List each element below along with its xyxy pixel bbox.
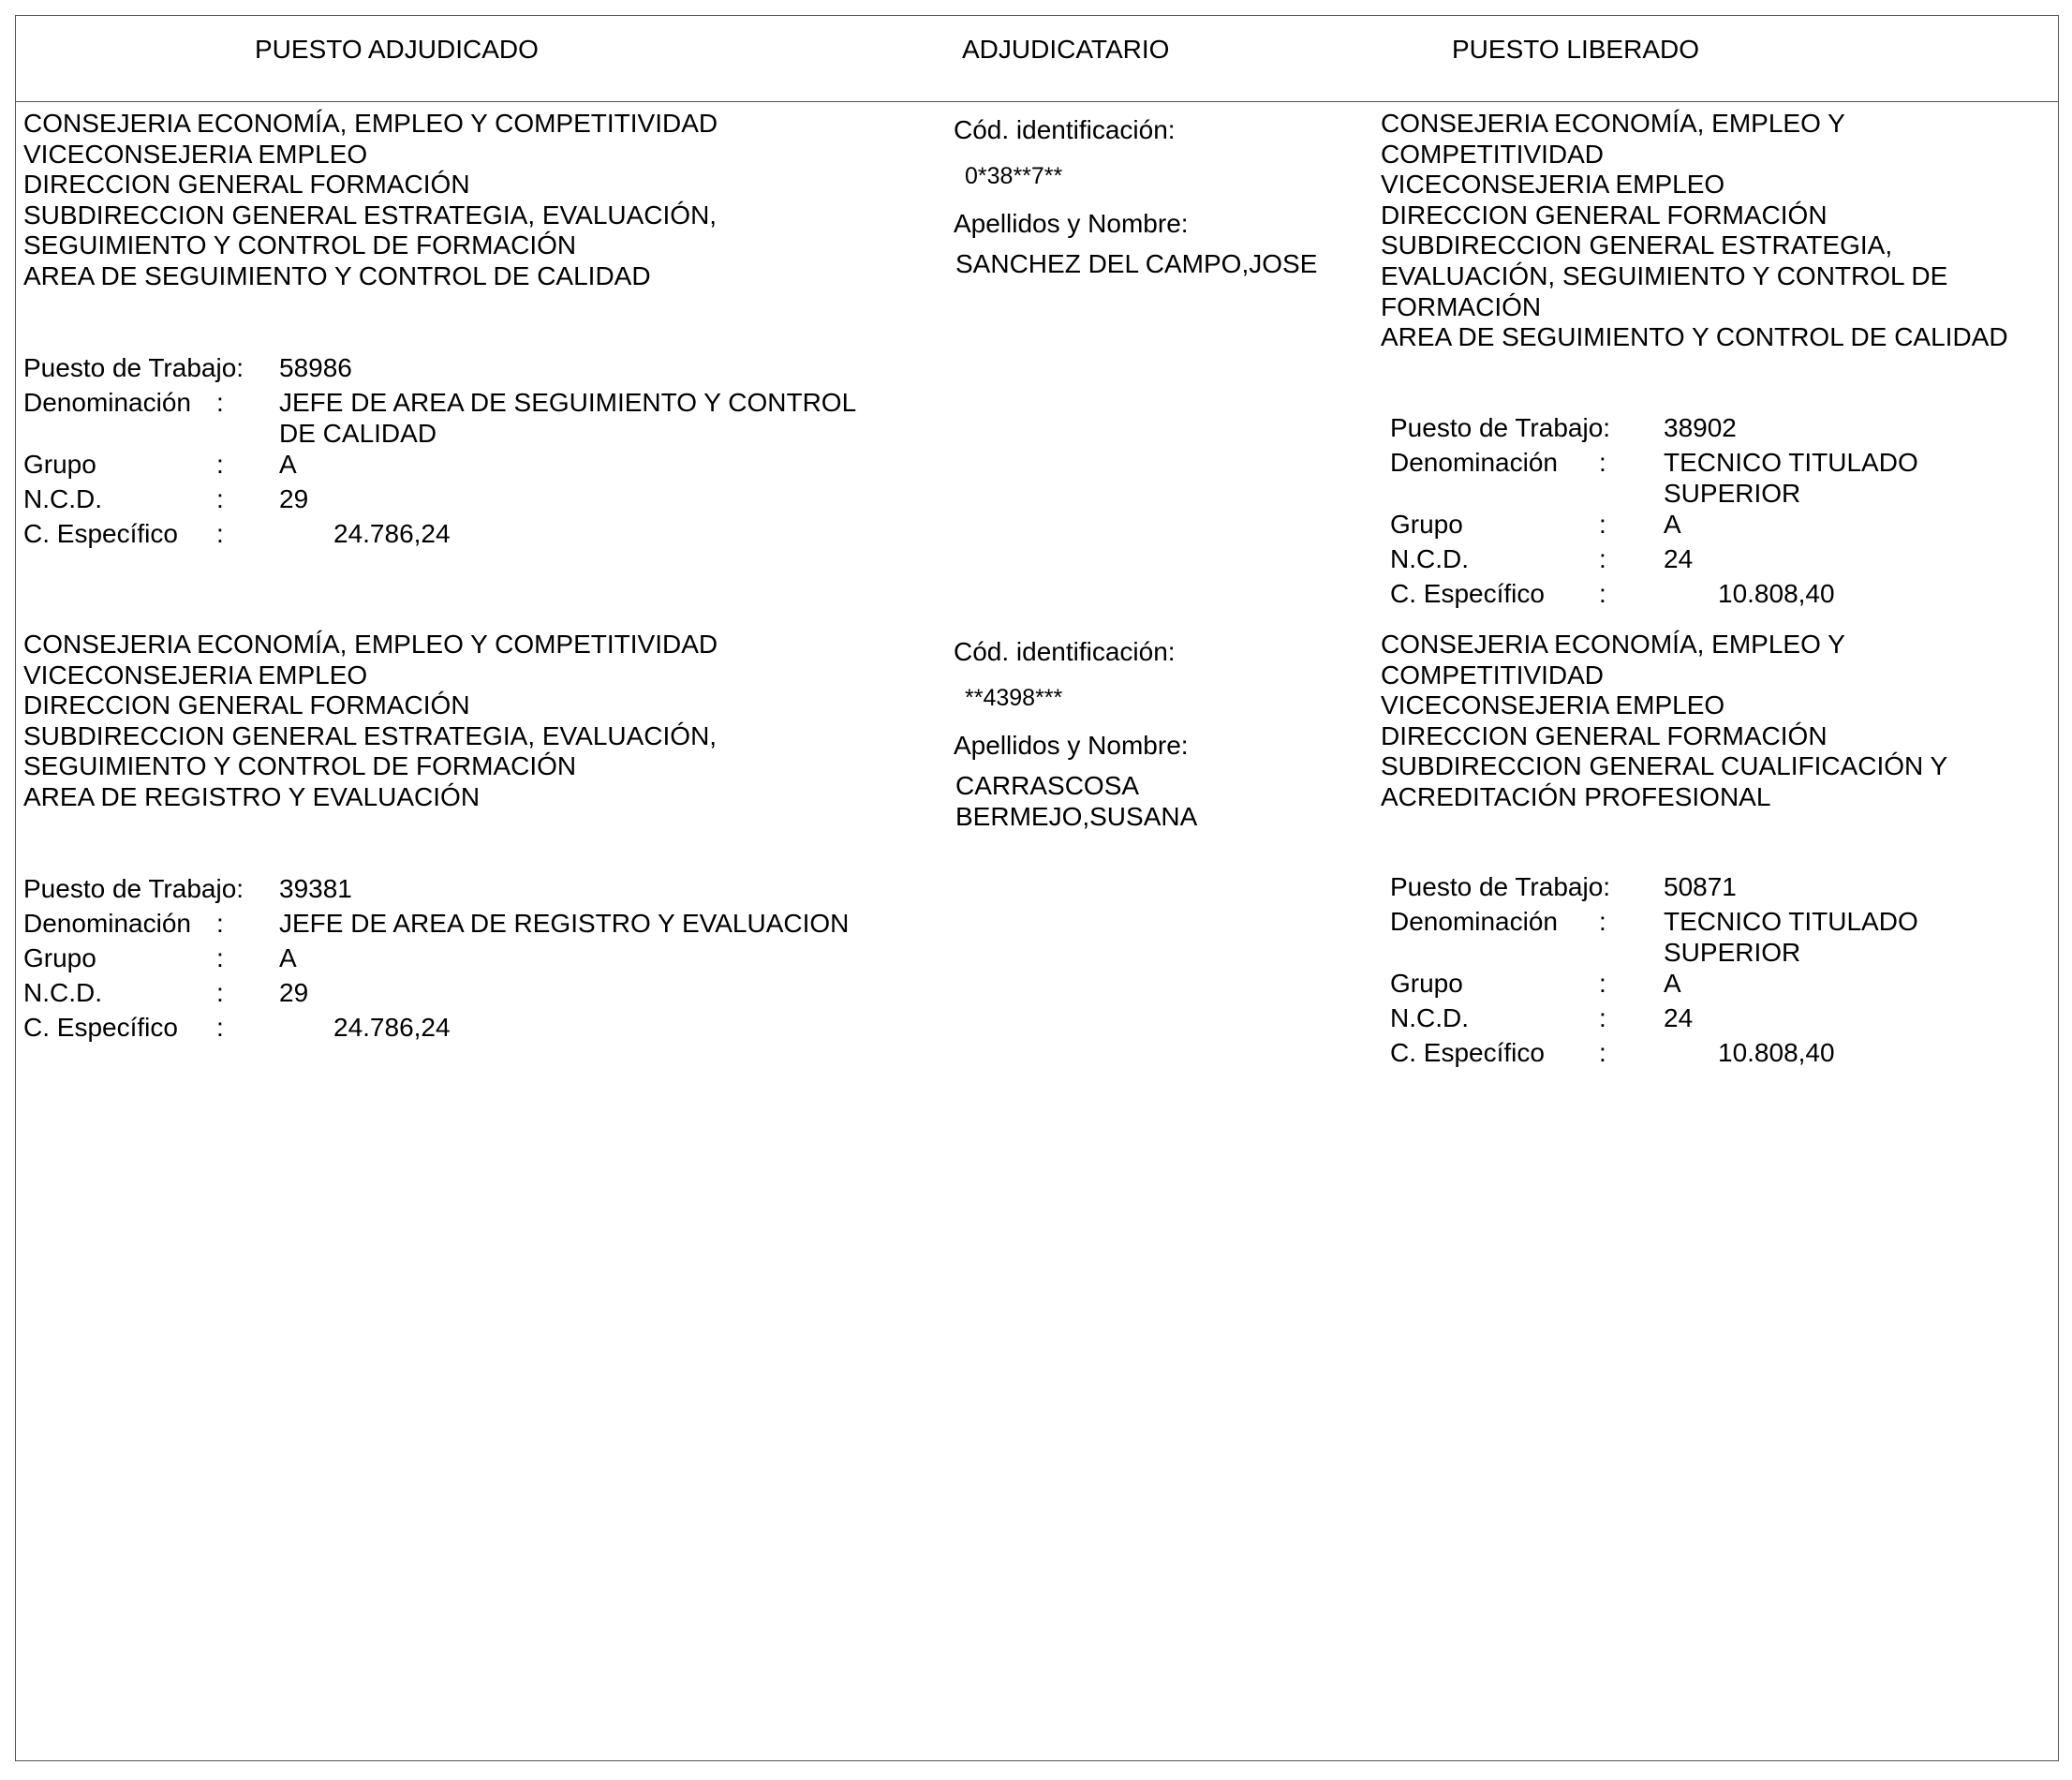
org-line: SUBDIRECCION GENERAL ESTRATEGIA, — [1381, 230, 1893, 260]
field-value: 24 — [1664, 544, 1694, 573]
apellidos-nombre-label: Apellidos y Nombre: — [954, 209, 1189, 238]
org-line: DIRECCION GENERAL FORMACIÓN — [1381, 200, 1828, 230]
field-colon: : — [216, 388, 224, 417]
liberado-org — [1381, 109, 2008, 353]
field-value: SUPERIOR — [1664, 938, 1801, 967]
field-label: Denominación — [23, 388, 191, 417]
header-puesto-liberado: PUESTO LIBERADO — [1452, 35, 1700, 64]
org-line: SEGUIMIENTO Y CONTROL DE FORMACIÓN — [23, 751, 577, 781]
field-label: N.C.D. — [23, 978, 102, 1007]
field-label: C. Específico — [1390, 1038, 1545, 1067]
org-line: COMPETITIVIDAD — [1381, 660, 1605, 690]
field-label: Puesto de Trabajo: — [1390, 872, 1611, 901]
liberado-org — [1381, 630, 1947, 813]
adjudicatario-block — [954, 114, 1347, 302]
field-value: SUPERIOR — [1664, 479, 1801, 508]
apellidos-nombre-value: BERMEJO,SUSANA — [955, 802, 1198, 831]
field-value: DE CALIDAD — [279, 419, 437, 448]
adjudicado-org — [23, 109, 718, 292]
field-colon: : — [216, 1013, 224, 1042]
org-line: VICECONSEJERIA EMPLEO — [23, 660, 368, 690]
field-colon: : — [1599, 544, 1606, 573]
org-line: CONSEJERIA ECONOMÍA, EMPLEO Y — [1381, 109, 1845, 138]
header-separator — [15, 101, 2059, 102]
field-value: A — [279, 450, 297, 479]
field-label: Grupo — [23, 450, 96, 479]
org-line: VICECONSEJERIA EMPLEO — [1381, 690, 1725, 720]
field-label: Puesto de Trabajo: — [23, 353, 244, 382]
field-value: 29 — [279, 978, 309, 1007]
field-label: Grupo — [1390, 969, 1463, 998]
adjudicatario-block — [954, 636, 1347, 831]
field-label: Denominación — [1390, 448, 1558, 477]
adjudicado-org — [23, 630, 718, 813]
field-label: Grupo — [23, 943, 96, 972]
apellidos-nombre-value: SANCHEZ DEL CAMPO,JOSE — [955, 249, 1318, 278]
field-value: 24.786,24 — [333, 519, 451, 548]
field-colon: : — [216, 484, 224, 513]
field-value: 50871 — [1664, 872, 1737, 901]
org-line: VICECONSEJERIA EMPLEO — [23, 139, 368, 169]
org-line: DIRECCION GENERAL FORMACIÓN — [1381, 720, 1828, 750]
org-line: CONSEJERIA ECONOMÍA, EMPLEO Y COMPETITIVIDAD — [23, 109, 718, 138]
field-value: A — [1664, 969, 1681, 998]
header-adjudicatario: ADJUDICATARIO — [962, 35, 1170, 64]
field-value: 29 — [279, 484, 309, 513]
field-label: N.C.D. — [1390, 544, 1469, 573]
cod-identificacion-label: Cód. identificación: — [954, 637, 1176, 666]
field-label: C. Específico — [23, 519, 178, 548]
field-colon: : — [1599, 907, 1606, 936]
field-colon: : — [1599, 510, 1606, 539]
field-colon: : — [216, 978, 224, 1007]
field-value: 58986 — [279, 353, 352, 382]
field-colon: : — [216, 450, 224, 479]
field-colon: : — [1599, 1003, 1606, 1032]
field-value: 39381 — [279, 874, 352, 903]
field-value: 38902 — [1664, 413, 1737, 442]
field-label: Puesto de Trabajo: — [23, 874, 244, 903]
field-value: 24.786,24 — [333, 1013, 451, 1042]
field-label: N.C.D. — [23, 484, 102, 513]
org-line: AREA DE SEGUIMIENTO Y CONTROL DE CALIDAD — [23, 260, 651, 290]
org-line: AREA DE SEGUIMIENTO Y CONTROL DE CALIDAD — [1381, 322, 2008, 352]
org-line: CONSEJERIA ECONOMÍA, EMPLEO Y — [1381, 630, 1845, 659]
cod-identificacion-value: 0*38**7** — [965, 163, 1063, 189]
org-line: SUBDIRECCION GENERAL ESTRATEGIA, EVALUACIÓN, — [23, 720, 718, 750]
field-value: A — [1664, 510, 1681, 539]
org-line: CONSEJERIA ECONOMÍA, EMPLEO Y COMPETITIVIDAD — [23, 630, 718, 659]
field-label: N.C.D. — [1390, 1003, 1469, 1032]
org-line: SUBDIRECCION GENERAL CUALIFICACIÓN Y — [1381, 751, 1948, 781]
field-value: TECNICO TITULADO — [1664, 448, 1918, 477]
org-line: SUBDIRECCION GENERAL ESTRATEGIA, EVALUACIÓN, — [23, 200, 718, 230]
field-value: JEFE DE AREA DE REGISTRO Y EVALUACION — [279, 909, 850, 938]
org-line: FORMACIÓN — [1381, 291, 1542, 321]
field-colon: : — [1599, 1038, 1606, 1067]
field-label: Puesto de Trabajo: — [1390, 413, 1611, 442]
header-puesto-adjudicado: PUESTO ADJUDICADO — [255, 35, 539, 64]
field-value: A — [279, 943, 297, 972]
field-colon: : — [1599, 969, 1606, 998]
field-label: Grupo — [1390, 510, 1463, 539]
org-line: AREA DE REGISTRO Y EVALUACIÓN — [23, 781, 481, 811]
org-line: COMPETITIVIDAD — [1381, 139, 1605, 169]
field-value: JEFE DE AREA DE SEGUIMIENTO Y CONTROL — [279, 388, 857, 417]
field-label: Denominación — [1390, 907, 1558, 936]
org-line: DIRECCION GENERAL FORMACIÓN — [23, 170, 470, 200]
field-label: C. Específico — [23, 1013, 178, 1042]
cod-identificacion-value: **4398*** — [965, 685, 1063, 711]
field-colon: : — [1599, 448, 1606, 477]
org-line: SEGUIMIENTO Y CONTROL DE FORMACIÓN — [23, 230, 577, 260]
cod-identificacion-label: Cód. identificación: — [954, 115, 1176, 144]
org-line: EVALUACIÓN, SEGUIMIENTO Y CONTROL DE — [1381, 260, 1948, 290]
apellidos-nombre-value: CARRASCOSA — [955, 771, 1140, 800]
apellidos-nombre-label: Apellidos y Nombre: — [954, 731, 1189, 760]
org-line: VICECONSEJERIA EMPLEO — [1381, 170, 1725, 200]
org-line: DIRECCION GENERAL FORMACIÓN — [23, 690, 470, 720]
field-value: TECNICO TITULADO — [1664, 907, 1918, 936]
field-colon: : — [216, 943, 224, 972]
field-label: C. Específico — [1390, 579, 1545, 608]
org-line: ACREDITACIÓN PROFESIONAL — [1381, 781, 1771, 811]
field-value: 24 — [1664, 1003, 1694, 1032]
field-colon: : — [1599, 579, 1606, 608]
field-colon: : — [216, 909, 224, 938]
field-value: 10.808,40 — [1718, 1038, 1835, 1067]
field-value: 10.808,40 — [1718, 579, 1835, 608]
field-colon: : — [216, 519, 224, 548]
field-label: Denominación — [23, 909, 191, 938]
